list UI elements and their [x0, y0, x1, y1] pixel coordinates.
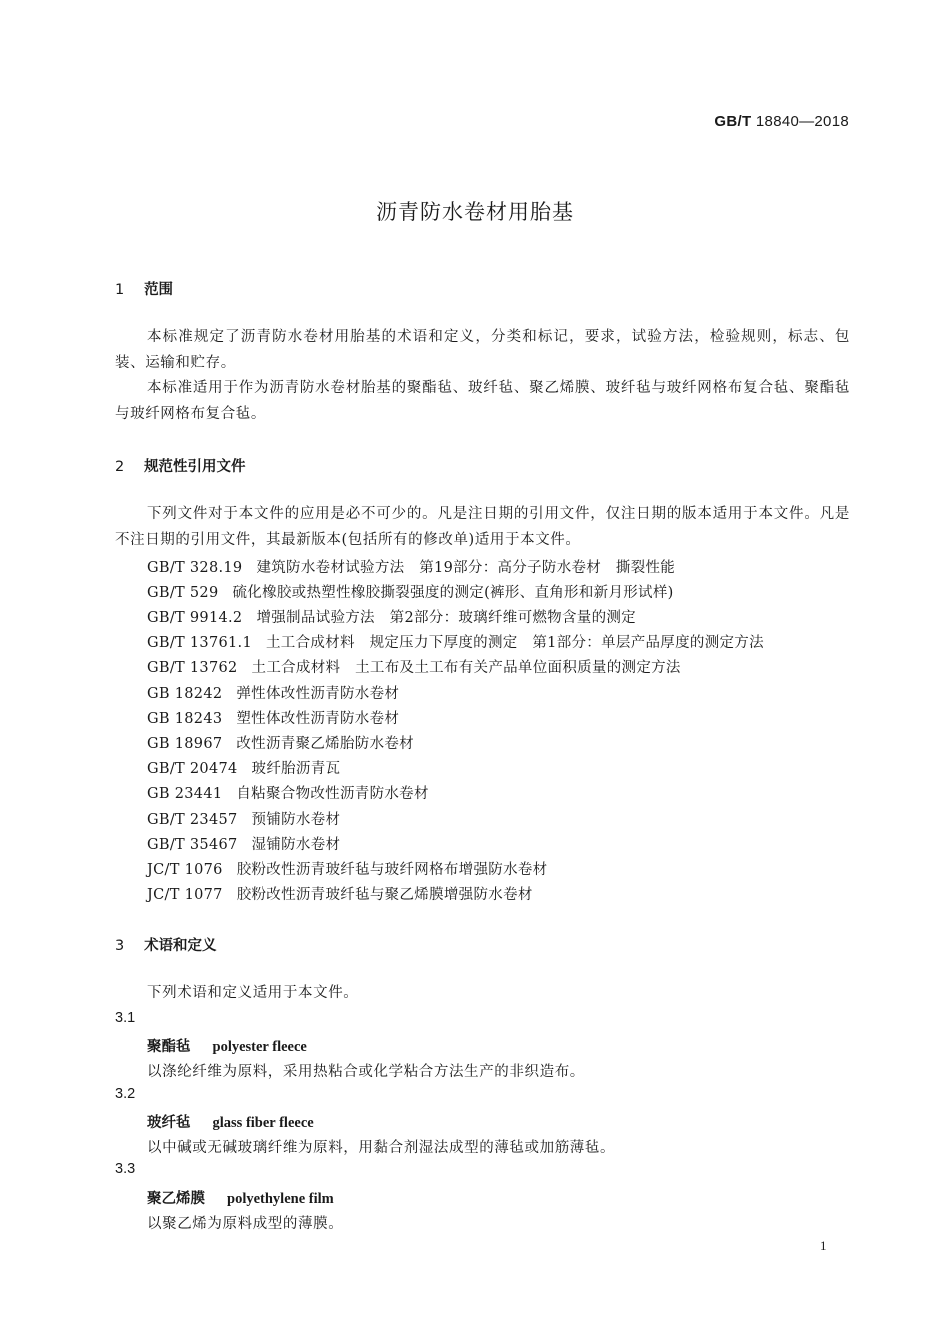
section-heading-normative-references	[115, 455, 246, 476]
reference-code: GB 18967	[147, 736, 223, 752]
reference-title: 胶粉改性沥青玻纤毡与玻纤网格布增强防水卷材	[236, 862, 548, 878]
reference-code: JC/T 1077	[147, 887, 223, 903]
terms-intro-paragraph: 下列术语和定义适用于本文件。	[147, 985, 359, 1001]
reference-item	[147, 833, 340, 854]
reference-item	[147, 883, 533, 904]
standard-code	[714, 113, 849, 130]
section-title: 范围	[144, 282, 174, 298]
reference-code: GB/T 9914.2	[147, 610, 243, 626]
reference-title: 玻纤胎沥青瓦	[251, 761, 341, 777]
reference-item	[147, 631, 764, 652]
term-name	[147, 1187, 334, 1208]
reference-item	[147, 656, 681, 677]
reference-item	[147, 682, 399, 703]
reference-title: 建筑防水卷材试验方法 第19部分：高分子防水卷材 撕裂性能	[256, 560, 676, 576]
scope-paragraph-1: 本标准规定了沥青防水卷材用胎基的术语和定义，分类和标记，要求，试验方法，检验规则，标志、包装、运输和贮存。	[115, 329, 850, 371]
reference-code: GB/T 35467	[147, 837, 238, 853]
term-number: 3.1	[115, 1010, 136, 1026]
term-name	[147, 1035, 307, 1056]
reference-code: GB 18242	[147, 686, 223, 702]
reference-item	[147, 707, 399, 728]
term-number: 3.3	[115, 1161, 136, 1177]
standard-prefix: GB/T	[714, 113, 752, 130]
section-number: 3	[115, 938, 125, 954]
term-name-en: polyester fleece	[212, 1039, 307, 1055]
reference-title: 土工合成材料 土工布及土工布有关产品单位面积质量的测定方法	[251, 660, 681, 676]
reference-code: GB/T 20474	[147, 761, 238, 777]
section-heading-terms-definitions	[115, 934, 217, 955]
reference-item	[147, 757, 340, 778]
scope-paragraph-2: 本标准适用于作为沥青防水卷材胎基的聚酯毡、玻纤毡、聚乙烯膜、玻纤毡与玻纤网格布复合毡、聚酯毡与玻纤网格布复合毡。	[115, 380, 850, 422]
standard-number: 18840—2018	[755, 113, 849, 130]
reference-item	[147, 556, 675, 577]
reference-title: 湿铺防水卷材	[251, 837, 341, 853]
document-title: 沥青防水卷材用胎基	[376, 200, 574, 224]
term-name-zh: 玻纤毡	[147, 1115, 191, 1131]
term-definition: 以聚乙烯为原料成型的薄膜。	[147, 1216, 344, 1232]
reference-item	[147, 732, 414, 753]
reference-item	[147, 808, 340, 829]
page-number: 1	[820, 1238, 827, 1253]
references-intro-paragraph: 下列文件对于本文件的应用是必不可少的。凡是注日期的引用文件，仅注日期的版本适用于本文件。凡是不注日期的引用文件，其最新版本(包括所有的修改单)适用于本文件。	[115, 506, 850, 548]
reference-code: GB 18243	[147, 711, 223, 727]
reference-code: GB 23441	[147, 786, 223, 802]
term-number: 3.2	[115, 1086, 136, 1102]
reference-code: GB/T 13762	[147, 660, 238, 676]
reference-code: GB/T 23457	[147, 812, 238, 828]
section-heading-scope	[115, 278, 173, 299]
term-name-zh: 聚酯毡	[147, 1039, 191, 1055]
section-title: 术语和定义	[144, 938, 217, 954]
reference-code: JC/T 1076	[147, 862, 223, 878]
reference-item	[147, 782, 429, 803]
term-definition: 以中碱或无碱玻璃纤维为原料，用黏合剂湿法成型的薄毡或加筋薄毡。	[147, 1140, 616, 1156]
term-name-zh: 聚乙烯膜	[147, 1191, 205, 1207]
term-name-en: glass fiber fleece	[212, 1115, 314, 1131]
reference-title: 胶粉改性沥青玻纤毡与聚乙烯膜增强防水卷材	[236, 887, 533, 903]
reference-title: 弹性体改性沥青防水卷材	[236, 686, 400, 702]
term-name-en: polyethylene film	[227, 1191, 334, 1207]
reference-title: 硫化橡胶或热塑性橡胶撕裂强度的测定(裤形、直角形和新月形试样)	[232, 585, 674, 601]
section-number: 1	[115, 282, 125, 298]
reference-title: 自粘聚合物改性沥青防水卷材	[236, 786, 429, 802]
reference-title: 塑性体改性沥青防水卷材	[236, 711, 400, 727]
reference-item	[147, 581, 674, 602]
reference-title: 预铺防水卷材	[251, 812, 341, 828]
term-definition: 以涤纶纤维为原料，采用热粘合或化学粘合方法生产的非织造布。	[147, 1064, 585, 1080]
term-name	[147, 1111, 314, 1132]
reference-code: GB/T 328.19	[147, 560, 243, 576]
reference-code: GB/T 529	[147, 585, 219, 601]
reference-item	[147, 606, 636, 627]
section-number: 2	[115, 459, 125, 475]
reference-title: 土工合成材料 规定压力下厚度的测定 第1部分：单层产品厚度的测定方法	[265, 635, 764, 651]
reference-title: 改性沥青聚乙烯胎防水卷材	[236, 736, 414, 752]
section-title: 规范性引用文件	[144, 459, 246, 475]
reference-item	[147, 858, 548, 879]
reference-code: GB/T 13761.1	[147, 635, 252, 651]
reference-title: 增强制品试验方法 第2部分：玻璃纤维可燃物含量的测定	[256, 610, 636, 626]
